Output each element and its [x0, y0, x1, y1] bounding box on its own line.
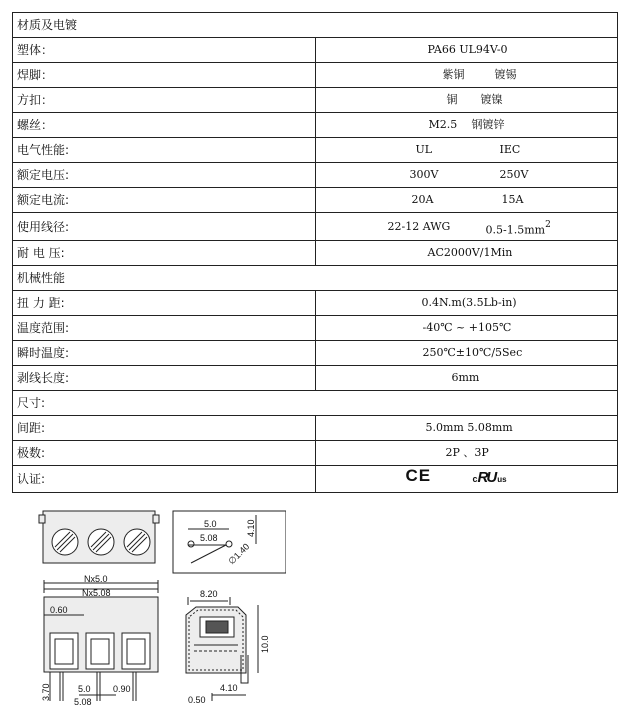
row-section-materials [13, 13, 618, 38]
temp-label: 温度范围: [13, 316, 316, 341]
screw-value-b: 钢镀锌 [471, 118, 505, 131]
row-voltage [13, 163, 618, 188]
row-wire [13, 213, 618, 241]
dim-5-08-top: 5.08 [200, 533, 218, 543]
strip-value: 6mm [451, 371, 480, 384]
section-size: 尺寸: [13, 391, 618, 416]
dim-1-40: ∅1.40 [226, 541, 252, 567]
solder-value: 250℃±10℃/5Sec [422, 346, 523, 359]
ul-mark-ru: RU [477, 469, 496, 486]
wire-mm-superscript: 2 [545, 219, 551, 230]
current-label: 额定电流: [13, 188, 316, 213]
row-pitch [13, 416, 618, 441]
clamp-label: 方扣： [13, 88, 316, 113]
housing-label: 塑体： [13, 38, 316, 63]
section-mechanical: 机械性能 [13, 266, 618, 291]
voltage-ul: 300V [409, 168, 439, 181]
wire-mm-value: 0.5-1.5mm [485, 223, 546, 237]
screw-label: 螺丝： [13, 113, 316, 138]
wire-awg: 22-12 AWG [387, 219, 451, 233]
ce-mark: CE [405, 466, 432, 485]
pin-label: 焊脚： [13, 63, 316, 88]
withstand-label: 耐 电 压: [13, 241, 316, 266]
ul-mark [473, 471, 507, 487]
torque-value: 0.4N.m(3.5Lb-in) [421, 296, 517, 309]
electrical-label: 电气性能: [13, 138, 316, 163]
dim-nx5-0: Nx5.0 [84, 574, 108, 584]
pitch-value: 5.0mm 5.08mm [425, 421, 513, 434]
clamp-value-a: 铜 [446, 93, 458, 106]
cert-label: 认证: [13, 466, 316, 493]
poles-label: 极数: [13, 441, 316, 466]
row-screw [13, 113, 618, 138]
clamp-value-b: 镀镍 [480, 93, 503, 106]
dim-10-0: 10.0 [260, 635, 270, 653]
voltage-iec: 250V [499, 168, 529, 181]
ul-mark-c: c [472, 474, 478, 484]
row-torque [13, 291, 618, 316]
wire-mm [486, 220, 551, 238]
withstand-value: AC2000V/1Min [427, 246, 513, 259]
dim-4-10-top: 4.10 [246, 519, 256, 537]
dim-0-50: 0.50 [188, 695, 206, 705]
row-solder [13, 341, 618, 366]
dim-4-10-bottom: 4.10 [220, 683, 238, 693]
top-view-drawing [39, 511, 159, 563]
row-section-mechanical [13, 266, 618, 291]
row-cert [13, 466, 618, 493]
dim-5-08-bottom: 5.08 [74, 697, 92, 707]
wire-label: 使用线径: [13, 213, 316, 241]
dim-8-20: 8.20 [200, 589, 218, 599]
specification-table [12, 12, 618, 493]
dim-nx5-08: Nx5.08 [82, 588, 111, 598]
pin-value-b: 镀锡 [494, 68, 517, 81]
dim-0-90: 0.90 [113, 684, 131, 694]
section-materials: 材质及电镀 [13, 13, 618, 38]
solder-label: 瞬时温度: [13, 341, 316, 366]
poles-value: 2P 、3P [445, 446, 489, 459]
row-poles [13, 441, 618, 466]
pin-value-a: 紫铜 [442, 68, 465, 81]
row-clamp [13, 88, 618, 113]
row-temp [13, 316, 618, 341]
std-iec: IEC [499, 143, 521, 156]
temp-value: -40℃ ~ +105℃ [422, 321, 512, 334]
voltage-label: 额定电压: [13, 163, 316, 188]
pitch-label: 间距: [13, 416, 316, 441]
dim-5-0-bottom: 5.0 [78, 684, 91, 694]
row-housing [13, 38, 618, 63]
dim-0-60: 0.60 [50, 605, 68, 615]
row-electrical [13, 138, 618, 163]
torque-label: 扭 力 距: [13, 291, 316, 316]
front-view-drawing [44, 580, 158, 701]
housing-value: PA66 UL94V-0 [427, 43, 508, 56]
ul-mark-us: us [497, 475, 507, 484]
dim-3-70: 3.70 [41, 683, 51, 701]
current-ul: 20A [411, 193, 434, 206]
row-pin [13, 63, 618, 88]
strip-label: 剥线长度: [13, 366, 316, 391]
std-ul: UL [415, 143, 433, 156]
row-section-size [13, 391, 618, 416]
row-withstand [13, 241, 618, 266]
screw-value-a: M2.5 [428, 118, 458, 131]
dim-5-0-top: 5.0 [204, 519, 217, 529]
row-strip [13, 366, 618, 391]
row-current [13, 188, 618, 213]
current-iec: 15A [501, 193, 524, 206]
dimension-drawings [36, 505, 286, 710]
